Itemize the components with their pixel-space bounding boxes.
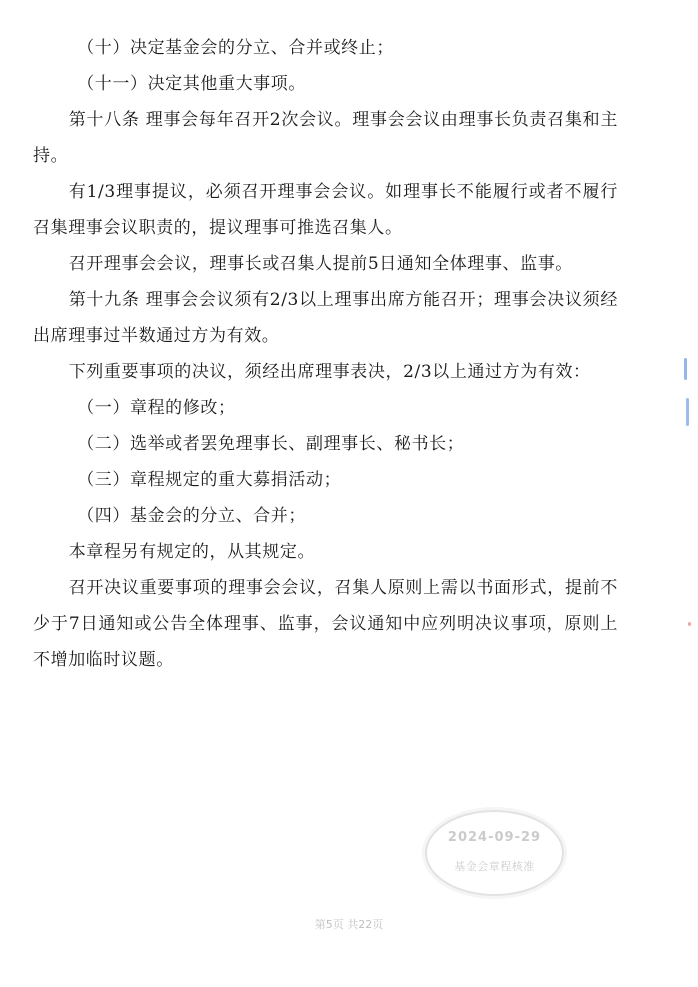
resolution-item-3: （三）章程规定的重大募捐活动； — [77, 470, 342, 490]
stamp-text: 基金会章程核准 — [454, 860, 535, 873]
page-number: 第5页 共22页 — [314, 918, 384, 931]
document-body — [33, 30, 618, 678]
resolution-item-1: （一）章程的修改； — [77, 398, 236, 418]
edge-mark-blue — [684, 358, 687, 380]
clause-item-10: （十）决定基金会的分立、合并或终止； — [77, 38, 394, 58]
edge-mark-red — [688, 622, 691, 626]
approval-stamp — [425, 810, 564, 896]
clause-item-11: （十一）决定其他重大事项。 — [77, 74, 306, 94]
article-18: 第十八条 理事会每年召开2次会议。理事会会议由理事长负责召集和主持。 — [33, 110, 618, 166]
article-18-paragraph-2: 有1/3理事提议，必须召开理事会会议。如理事长不能履行或者不履行召集理事会议职责的，提议理事可推选召集人。 — [33, 182, 618, 238]
resolution-item-4: （四）基金会的分立、合并； — [77, 506, 306, 526]
article-19-paragraph-2: 下列重要事项的决议，须经出席理事表决，2/3以上通过方为有效： — [68, 362, 591, 382]
article-18-paragraph-3: 召开理事会会议，理事长或召集人提前5日通知全体理事、监事。 — [68, 254, 573, 274]
stamp-date: 2024-09-29 — [447, 830, 542, 845]
article-19-paragraph-3: 本章程另有规定的，从其规定。 — [68, 542, 316, 562]
article-19: 第十九条 理事会会议须有2/3以上理事出席方能召开；理事会决议须经出席理事过半数通过方为有效。 — [33, 290, 618, 346]
resolution-item-2: （二）选举或者罢免理事长、副理事长、秘书长； — [77, 434, 465, 454]
edge-mark-blue-2 — [686, 398, 689, 426]
article-19-paragraph-4: 召开决议重要事项的理事会会议，召集人原则上需以书面形式，提前不少于7日通知或公告全体理事、监事，会议通知中应列明决议事项，原则上不增加临时议题。 — [33, 578, 618, 670]
